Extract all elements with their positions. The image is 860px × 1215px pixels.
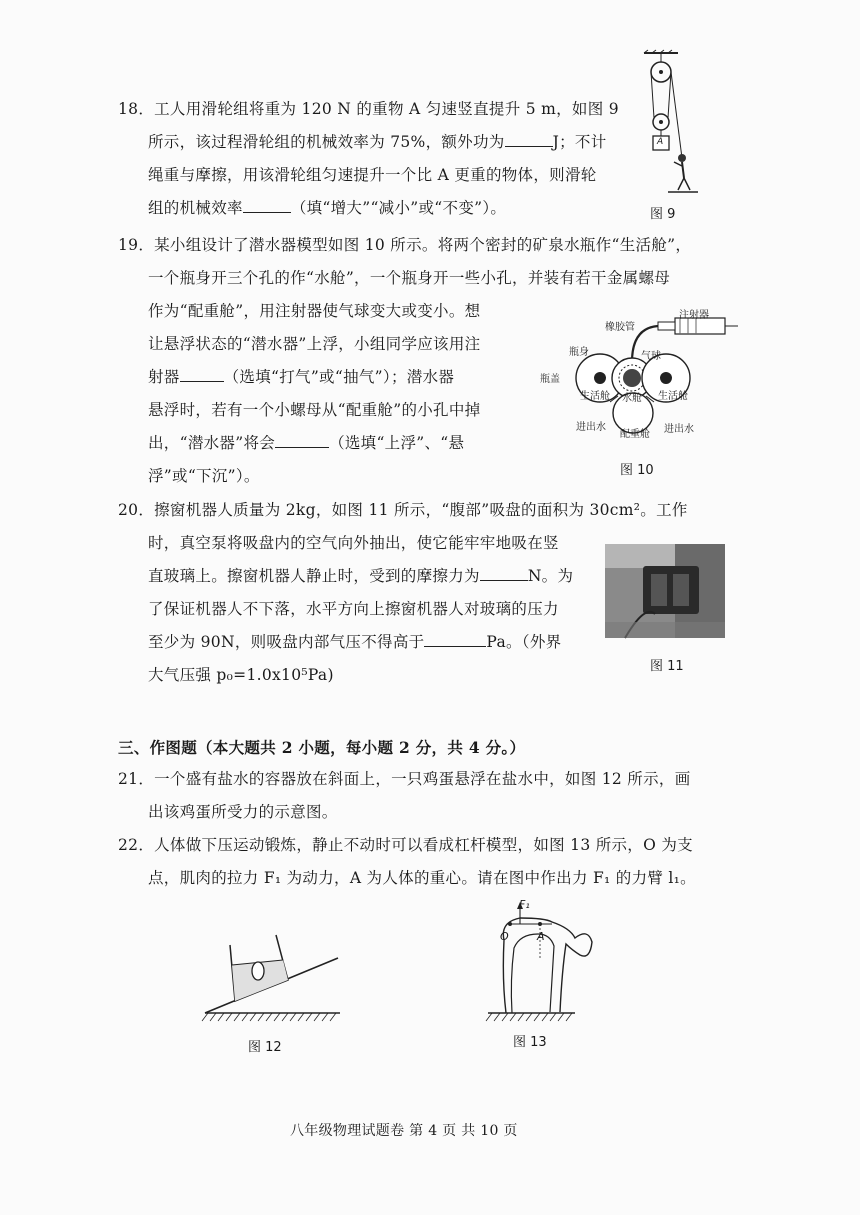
figure-9-pulley <box>630 50 700 200</box>
q21-line1: 21．一个盛有盐水的容器放在斜面上，一只鸡蛋悬浮在盐水中，如图 12 所示，画 <box>118 770 691 788</box>
q18-line2 <box>148 131 607 153</box>
figure-10-submarine <box>540 300 740 440</box>
q19-line5-text: 射器 <box>148 368 180 386</box>
q19-line5-tail: （选填“打气”或“抽气”）；潜水器 <box>223 368 455 386</box>
q19-line1: 19．某小组设计了潜水器模型如图 10 所示。将两个密封的矿泉水瓶作“生活舱”， <box>118 236 692 254</box>
q20-line1: 20．擦窗机器人质量为 2kg，如图 11 所示，“腹部”吸盘的面积为 30cm²。工作 <box>118 501 688 519</box>
label-water-tank: 水舱 <box>622 393 642 404</box>
figure-10-caption: 图 10 <box>620 463 654 478</box>
q18-line4-tail: （填“增大”“减小”或“不变”）。 <box>290 199 507 217</box>
figure-13-label-o: O <box>500 930 509 943</box>
q20-line4: 了保证机器人不下落，水平方向上擦窗机器人对玻璃的压力 <box>148 600 559 618</box>
q20-blank1[interactable] <box>480 566 528 581</box>
q18-line4-text: 组的机械效率 <box>148 199 243 217</box>
q18-line2-unit: J；不计 <box>552 133 607 151</box>
figure-9-block-label: A <box>657 137 664 147</box>
q20-line6: 大气压强 p₀=1.0x10⁵Pa) <box>148 666 334 684</box>
label-bottle-body: 瓶身 <box>569 347 589 358</box>
label-cap: 瓶盖 <box>540 374 560 385</box>
label-ballast: 配重舱 <box>620 429 650 440</box>
figure-11-photo <box>605 544 725 638</box>
q20-blank2[interactable] <box>424 632 486 647</box>
q19-line7 <box>148 432 464 454</box>
q19-line7-text: 出，“潜水器”将会 <box>148 434 276 452</box>
q20-line3 <box>148 565 573 587</box>
label-rubber-tube: 橡胶管 <box>605 322 635 333</box>
page-footer: 八年级物理试题卷 第 4 页 共 10 页 <box>290 1123 518 1139</box>
q19-line4: 让悬浮状态的“潜水器”上浮，小组同学应该用注 <box>148 335 481 353</box>
figure-12-incline <box>200 935 350 1025</box>
q18-line1: 18．工人用滑轮组将重为 120 N 的重物 A 匀速竖直提升 5 m，如图 9 <box>118 100 619 118</box>
label-living-right: 生活舱 <box>658 391 688 402</box>
figure-13-label-f1: F₁ <box>519 898 530 911</box>
q19-line6: 悬浮时，若有一个小螺母从“配重舱”的小孔中掉 <box>148 401 481 419</box>
q19-line5 <box>148 366 454 388</box>
q20-line5-text: 至少为 90N，则吸盘内部气压不得高于 <box>148 633 425 651</box>
q19-blank2[interactable] <box>275 433 329 448</box>
q19-line3: 作为“配重舱”，用注射器使气球变大或变小。想 <box>148 302 481 320</box>
label-inout-right: 进出水 <box>664 424 694 435</box>
q20-line5 <box>148 631 561 653</box>
label-syringe: 注射器 <box>679 310 709 321</box>
q18-blank1[interactable] <box>505 132 553 147</box>
label-inout-left: 进出水 <box>576 422 606 433</box>
q18-line4 <box>148 197 506 219</box>
q19-line2: 一个瓶身开三个孔的作“水舱”，一个瓶身开一些小孔，并装有若干金属螺母 <box>148 269 671 287</box>
figure-13-caption: 图 13 <box>513 1035 547 1050</box>
section-3-title: 三、作图题（本大题共 2 小题，每小题 2 分，共 4 分。） <box>118 738 526 757</box>
q22-line2: 点，肌肉的拉力 F₁ 为动力，A 为人体的重心。请在图中作出力 F₁ 的力臂 l₁。 <box>148 869 696 887</box>
figure-12-caption: 图 12 <box>248 1040 282 1055</box>
q19-line8: 浮”或“下沉”）。 <box>148 467 260 485</box>
q20-line3-tail: N。为 <box>527 567 574 585</box>
q18-line3: 绳重与摩擦，用该滑轮组匀速提升一个比 A 更重的物体，则滑轮 <box>148 166 597 184</box>
q19-blank1[interactable] <box>180 367 224 382</box>
q18-blank2[interactable] <box>243 198 291 213</box>
q19-line7-tail: （选填“上浮”、“悬 <box>329 434 465 452</box>
figure-11-caption: 图 11 <box>650 659 684 674</box>
label-balloon: 气球 <box>641 351 661 362</box>
figure-9-caption: 图 9 <box>650 207 676 222</box>
figure-13-lever <box>480 900 610 1025</box>
q18-line2-text: 所示，该过程滑轮组的机械效率为 75%，额外功为 <box>148 133 505 151</box>
q20-line2: 时，真空泵将吸盘内的空气向外抽出，使它能牢牢地吸在竖 <box>148 534 559 552</box>
label-living-left: 生活舱 <box>580 391 610 402</box>
q20-line3-text: 直玻璃上。擦窗机器人静止时，受到的摩擦力为 <box>148 567 480 585</box>
q22-line1: 22．人体做下压运动锻炼，静止不动时可以看成杠杆模型，如图 13 所示，O 为支 <box>118 836 693 854</box>
q20-line5-tail: Pa。（外界 <box>486 633 562 651</box>
figure-13-label-a: A <box>537 930 545 943</box>
q21-line2: 出该鸡蛋所受力的示意图。 <box>148 803 338 821</box>
